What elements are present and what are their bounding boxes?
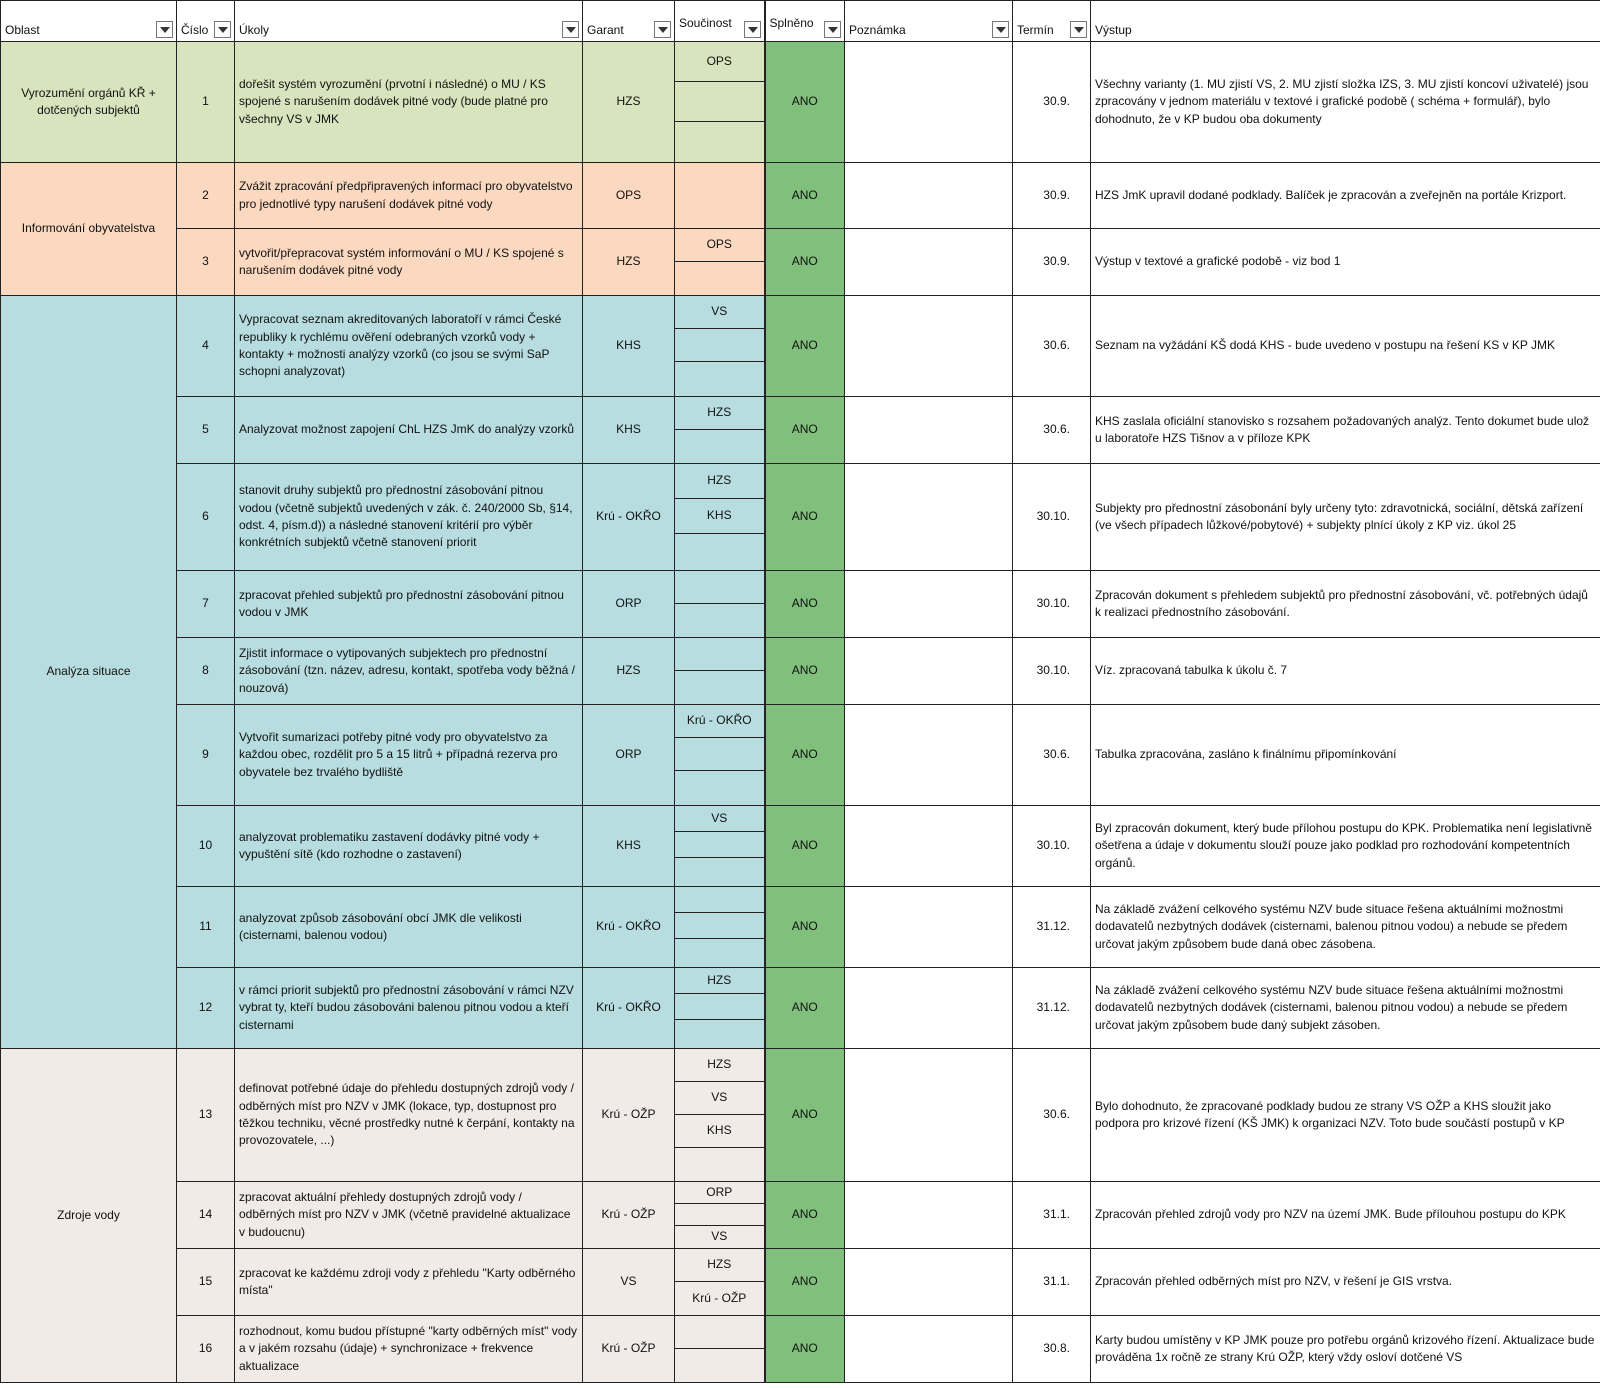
poznamka-cell[interactable] xyxy=(845,397,1013,464)
poznamka-cell[interactable] xyxy=(845,1182,1013,1249)
splneno-cell[interactable]: ANO xyxy=(765,464,845,571)
header-termin: Termín xyxy=(1013,1,1091,42)
soucinnost-cell[interactable] xyxy=(675,1182,765,1249)
table-row xyxy=(1,638,1600,705)
header-oblast: Oblast xyxy=(1,1,177,42)
cislo-cell[interactable]: 7 xyxy=(177,571,235,638)
garant-cell[interactable]: HZS xyxy=(583,42,675,163)
filter-dropdown-icon[interactable] xyxy=(992,21,1009,38)
garant-cell[interactable]: Krú - OKŘO xyxy=(583,887,675,968)
soucinnost-entry[interactable]: HZS xyxy=(675,1249,764,1282)
soucinnost-entry[interactable]: OPS xyxy=(675,229,764,262)
soucinnost-entry[interactable] xyxy=(675,671,764,704)
garant-cell[interactable]: ORP xyxy=(583,571,675,638)
termin-cell[interactable]: 30.9. xyxy=(1013,163,1091,229)
garant-cell[interactable]: HZS xyxy=(583,638,675,705)
vystup-cell[interactable]: Byl zpracován dokument, který bude přílohou postupu do KPK. Problematika není legislativně ošetřena a údaje v dokumentu slouží pouze jako podklad pro rozhodování kompetentních orgánů. xyxy=(1091,806,1600,887)
ukol-cell[interactable]: Zjistit informace o vytipovaných subjektech pro přednostní zásobování (tzn. název, adresu, kontakt, spotřeba vody běžná / nouzová) xyxy=(235,638,583,705)
poznamka-cell[interactable] xyxy=(845,806,1013,887)
garant-cell[interactable]: KHS xyxy=(583,806,675,887)
splneno-cell[interactable]: ANO xyxy=(765,229,845,296)
header-cislo: Číslo xyxy=(177,1,235,42)
soucinnost-cell[interactable] xyxy=(675,887,765,968)
cislo-cell[interactable]: 16 xyxy=(177,1316,235,1383)
garant-cell[interactable]: HZS xyxy=(583,229,675,296)
soucinnost-entry[interactable]: VS xyxy=(675,806,764,832)
garant-cell[interactable]: Krú - OŽP xyxy=(583,1316,675,1383)
poznamka-cell[interactable] xyxy=(845,464,1013,571)
header-garant: Garant xyxy=(583,1,675,42)
termin-cell[interactable]: 31.1. xyxy=(1013,1249,1091,1316)
termin-cell[interactable]: 31.1. xyxy=(1013,1182,1091,1249)
termin-cell[interactable]: 30.10. xyxy=(1013,464,1091,571)
splneno-cell[interactable]: ANO xyxy=(765,968,845,1049)
soucinnost-cell[interactable] xyxy=(675,229,765,296)
cislo-cell[interactable]: 11 xyxy=(177,887,235,968)
poznamka-cell[interactable] xyxy=(845,638,1013,705)
ukol-cell[interactable]: Vytvořit sumarizaci potřeby pitné vody pro obyvatelstvo za každou obec, rozdělit pro 5 a 15 litrů + případná rezerva pro obyvatele bez trvalého bydliště xyxy=(235,705,583,806)
ukol-cell[interactable]: rozhodnout, komu budou přístupné "karty odběrných míst" vody a v jakém rozsahu (údaje) + synchronizace + frekvence aktualizace xyxy=(235,1316,583,1383)
ukol-cell[interactable]: definovat potřebné údaje do přehledu dostupných zdrojů vody / odběrných míst pro NZV v JMK (lokace, typ, dostupnost pro těžkou techniku, věcné prostředky nutné k čerpání, kontakty na provozovatele, ...) xyxy=(235,1049,583,1182)
table-row xyxy=(1,1049,1600,1182)
cislo-cell[interactable]: 3 xyxy=(177,229,235,296)
vystup-cell[interactable]: Zpracován přehled zdrojů vody pro NZV na území JMK. Bude přílouhou postupu do KPK xyxy=(1091,1182,1600,1249)
soucinnost-entry[interactable]: Krú - OKŘO xyxy=(675,705,764,738)
soucinnost-entry[interactable] xyxy=(675,858,764,886)
vystup-cell[interactable]: Na základě zvážení celkového systému NZV bude situace řešena aktuálními možnostmi dodavatelů nezbytných dodávek (cisternami, balenou pitnou vodou) a nebude se předem určovat jakým způsobem bude daný subjekt zásoben. xyxy=(1091,968,1600,1049)
poznamka-cell[interactable] xyxy=(845,705,1013,806)
poznamka-cell[interactable] xyxy=(845,1049,1013,1182)
garant-cell[interactable]: Krú - OKŘO xyxy=(583,464,675,571)
soucinnost-entry[interactable]: OPS xyxy=(675,42,764,82)
vystup-cell[interactable]: Výstup v textové a grafické podobě - viz bod 1 xyxy=(1091,229,1600,296)
soucinnost-entry[interactable]: HZS xyxy=(675,397,764,430)
vystup-cell[interactable]: KHS zaslala oficiální stanovisko s rozsahem požadovaných analýz. Tento dokumet bude ulož u laboratoře HZS Tišnov a v příloze KPK xyxy=(1091,397,1600,464)
cislo-cell[interactable]: 15 xyxy=(177,1249,235,1316)
filter-dropdown-icon[interactable] xyxy=(214,21,231,38)
soucinnost-entry[interactable] xyxy=(675,362,764,396)
cislo-cell[interactable]: 4 xyxy=(177,296,235,397)
table-row xyxy=(1,42,1600,163)
table-row xyxy=(1,806,1600,887)
soucinnost-cell[interactable] xyxy=(675,638,765,705)
soucinnost-cell[interactable] xyxy=(675,163,765,229)
soucinnost-cell[interactable] xyxy=(675,571,765,638)
poznamka-cell[interactable] xyxy=(845,1249,1013,1316)
ukol-cell[interactable]: analyzovat problematiku zastavení dodávky pitné vody + vypuštění sítě (kdo rozhodne o zastavení) xyxy=(235,806,583,887)
termin-cell[interactable]: 30.6. xyxy=(1013,397,1091,464)
poznamka-cell[interactable] xyxy=(845,571,1013,638)
splneno-cell[interactable]: ANO xyxy=(765,1182,845,1249)
soucinnost-entry[interactable]: KHS xyxy=(675,1115,764,1148)
soucinnost-entry[interactable] xyxy=(675,994,764,1020)
ukol-cell[interactable]: zpracovat ke každému zdroji vody z přehledu "Karty odběrného místa" xyxy=(235,1249,583,1316)
vystup-cell[interactable]: Zpracován přehled odběrných míst pro NZV, v řešení je GIS vrstva. xyxy=(1091,1249,1600,1316)
ukol-cell[interactable]: Analyzovat možnost zapojení ChL HZS JmK do analýzy vzorků xyxy=(235,397,583,464)
soucinnost-entry[interactable] xyxy=(675,1316,764,1349)
soucinnost-entry[interactable] xyxy=(675,1204,764,1226)
soucinnost-entry[interactable]: ORP xyxy=(675,1182,764,1204)
soucinnost-entry[interactable] xyxy=(675,771,764,805)
garant-cell[interactable]: OPS xyxy=(583,163,675,229)
table-row xyxy=(1,296,1600,397)
table-row xyxy=(1,1249,1600,1316)
ukol-cell[interactable]: zpracovat přehled subjektů pro přednostní zásobování pitnou vodou v JMK xyxy=(235,571,583,638)
splneno-cell[interactable]: ANO xyxy=(765,296,845,397)
table-row xyxy=(1,163,1600,229)
cislo-cell[interactable]: 5 xyxy=(177,397,235,464)
soucinnost-entry[interactable] xyxy=(675,913,764,939)
table-row xyxy=(1,1316,1600,1383)
termin-cell[interactable]: 30.9. xyxy=(1013,42,1091,163)
garant-cell[interactable]: Krú - OKŘO xyxy=(583,968,675,1049)
table-row xyxy=(1,968,1600,1049)
vystup-cell[interactable]: Tabulka zpracována, zasláno k finálnímu připomínkování xyxy=(1091,705,1600,806)
poznamka-cell[interactable] xyxy=(845,968,1013,1049)
splneno-cell[interactable]: ANO xyxy=(765,163,845,229)
vystup-cell[interactable]: HZS JmK upravil dodané podklady. Balíček je zpracován a zveřejněn na portále Krizport. xyxy=(1091,163,1600,229)
table-row xyxy=(1,571,1600,638)
soucinnost-entry[interactable] xyxy=(675,534,764,570)
soucinnost-entry[interactable] xyxy=(675,939,764,967)
garant-cell[interactable]: VS xyxy=(583,1249,675,1316)
oblast-cell[interactable]: Zdroje vody xyxy=(1,1049,177,1383)
splneno-cell[interactable]: ANO xyxy=(765,1049,845,1182)
soucinnost-entry[interactable] xyxy=(675,262,764,295)
soucinnost-entry[interactable]: VS xyxy=(675,296,764,329)
filter-dropdown-icon[interactable] xyxy=(562,21,579,38)
table-row xyxy=(1,397,1600,464)
filter-dropdown-icon[interactable] xyxy=(744,21,761,38)
header-poznamka: Poznámka xyxy=(845,1,1013,42)
termin-cell[interactable]: 30.6. xyxy=(1013,705,1091,806)
soucinnost-entry[interactable] xyxy=(675,571,764,604)
splneno-cell[interactable]: ANO xyxy=(765,887,845,968)
poznamka-cell[interactable] xyxy=(845,42,1013,163)
cislo-cell[interactable]: 2 xyxy=(177,163,235,229)
soucinnost-cell[interactable] xyxy=(675,1049,765,1182)
oblast-cell[interactable]: Vyrozumění orgánů KŘ + dotčených subjektů xyxy=(1,42,177,163)
splneno-cell[interactable]: ANO xyxy=(765,705,845,806)
table-row xyxy=(1,705,1600,806)
garant-cell[interactable]: KHS xyxy=(583,397,675,464)
filter-dropdown-icon[interactable] xyxy=(824,21,841,38)
termin-cell[interactable]: 30.10. xyxy=(1013,571,1091,638)
garant-cell[interactable]: Krú - OŽP xyxy=(583,1182,675,1249)
soucinnost-entry[interactable] xyxy=(675,82,764,122)
poznamka-cell[interactable] xyxy=(845,296,1013,397)
soucinnost-entry[interactable] xyxy=(675,604,764,637)
soucinnost-entry[interactable]: KHS xyxy=(675,499,764,534)
soucinnost-cell[interactable] xyxy=(675,397,765,464)
ukol-cell[interactable]: stanovit druhy subjektů pro přednostní zásobování pitnou vodou (včetně subjektů uvedených v zák. č. 240/2000 Sb, §14, odst. 4, písm.d)) a následné stanovení kritérií pro výběr konkrétních subjektů včetně stanovení priorit xyxy=(235,464,583,571)
cislo-cell[interactable]: 13 xyxy=(177,1049,235,1182)
termin-cell[interactable]: 30.10. xyxy=(1013,806,1091,887)
poznamka-cell[interactable] xyxy=(845,163,1013,229)
table-row xyxy=(1,1182,1600,1249)
soucinnost-cell[interactable] xyxy=(675,42,765,163)
soucinnost-entry[interactable] xyxy=(675,1148,764,1181)
poznamka-cell[interactable] xyxy=(845,1316,1013,1383)
soucinnost-entry[interactable] xyxy=(675,430,764,463)
cislo-cell[interactable]: 12 xyxy=(177,968,235,1049)
soucinnost-entry[interactable]: HZS xyxy=(675,1049,764,1082)
vystup-cell[interactable]: Zpracován dokument s přehledem subjektů pro přednostní zásobování, vč. potřebných údajů k realizaci přednostního zásobování. xyxy=(1091,571,1600,638)
soucinnost-entry[interactable] xyxy=(675,1020,764,1048)
soucinnost-entry[interactable] xyxy=(675,738,764,771)
cislo-cell[interactable]: 6 xyxy=(177,464,235,571)
filter-dropdown-icon[interactable] xyxy=(156,21,173,38)
ukol-cell[interactable]: analyzovat způsob zásobování obcí JMK dle velikosti (cisternami, balenou vodou) xyxy=(235,887,583,968)
vystup-cell[interactable]: Seznam na vyžádání KŠ dodá KHS - bude uvedeno v postupu na řešení KS v KP JMK xyxy=(1091,296,1600,397)
soucinnost-cell[interactable] xyxy=(675,968,765,1049)
oblast-cell[interactable]: Analýza situace xyxy=(1,296,177,1049)
soucinnost-entry[interactable]: HZS xyxy=(675,968,764,994)
table-row xyxy=(1,464,1600,571)
splneno-cell[interactable]: ANO xyxy=(765,1316,845,1383)
vystup-cell[interactable]: Bylo dohodnuto, že zpracované podklady budou ze strany VS OŽP a KHS sloužit jako podpora pro krizové řízení (KŠ JMK) k organizaci NZV. Toto bude součástí postupů v KP xyxy=(1091,1049,1600,1182)
ukol-cell[interactable]: Zvážit zpracování předpřipravených informací pro obyvatelstvo pro jednotlivé typy narušení dodávek pitné vody xyxy=(235,163,583,229)
header-row xyxy=(1,1,1600,42)
termin-cell[interactable]: 31.12. xyxy=(1013,887,1091,968)
header-soucinnost: Součinost xyxy=(675,1,765,42)
ukol-cell[interactable]: v rámci priorit subjektů pro přednostní zásobování v rámci NZV vybrat ty, kteří budou zásobováni balenou pitnou vodou a kteří cisternami xyxy=(235,968,583,1049)
termin-cell[interactable]: 31.12. xyxy=(1013,968,1091,1049)
soucinnost-entry[interactable] xyxy=(675,832,764,858)
termin-cell[interactable]: 30.10. xyxy=(1013,638,1091,705)
header-splneno: Splněno xyxy=(765,1,845,42)
ukol-cell[interactable]: Vypracovat seznam akreditovaných laboratoří v rámci České republiky k rychlému ověření odebraných vzorků vody + kontakty + možnosti analýzy vzorků (co jsou se svými SaP schopni analyzovat) xyxy=(235,296,583,397)
soucinnost-entry[interactable] xyxy=(675,329,764,362)
splneno-cell[interactable]: ANO xyxy=(765,571,845,638)
termin-cell[interactable]: 30.9. xyxy=(1013,229,1091,296)
splneno-cell[interactable]: ANO xyxy=(765,397,845,464)
vystup-cell[interactable]: Víz. zpracovaná tabulka k úkolu č. 7 xyxy=(1091,638,1600,705)
oblast-cell[interactable]: Informování obyvatelstva xyxy=(1,163,177,296)
cislo-cell[interactable]: 14 xyxy=(177,1182,235,1249)
table-row xyxy=(1,887,1600,968)
soucinnost-entry[interactable]: Krú - OŽP xyxy=(692,1290,747,1305)
soucinnost-entry[interactable] xyxy=(675,638,764,671)
soucinnost-cell[interactable] xyxy=(675,806,765,887)
soucinnost-entry[interactable] xyxy=(675,1349,764,1382)
ukol-cell[interactable]: vytvořit/přepracovat systém informování o MU / KS spojené s narušením dodávek pitné vody xyxy=(235,229,583,296)
soucinnost-entry[interactable] xyxy=(675,887,764,913)
poznamka-cell[interactable] xyxy=(845,229,1013,296)
splneno-cell[interactable]: ANO xyxy=(765,1249,845,1316)
cislo-cell[interactable]: 9 xyxy=(177,705,235,806)
splneno-cell[interactable]: ANO xyxy=(765,638,845,705)
vystup-cell[interactable]: Karty budou umístěny v KP JMK pouze pro potřebu orgánů krizového řízení. Aktualizace bude prováděna 1x ročně ze strany Krú OŽP, který vždy osloví dotčené VS xyxy=(1091,1316,1600,1383)
soucinnost-cell[interactable] xyxy=(675,705,765,806)
cislo-cell[interactable]: 10 xyxy=(177,806,235,887)
poznamka-cell[interactable] xyxy=(845,887,1013,968)
header-vystup: Výstup xyxy=(1091,1,1600,42)
soucinnost-cell[interactable] xyxy=(675,296,765,397)
soucinnost-cell[interactable] xyxy=(675,1316,765,1383)
termin-cell[interactable]: 30.8. xyxy=(1013,1316,1091,1383)
soucinnost-entry[interactable]: VS xyxy=(675,1082,764,1115)
garant-cell[interactable]: Krú - OŽP xyxy=(583,1049,675,1182)
vystup-cell[interactable]: Subjekty pro přednostní zásobonání byly určeny tyto: zdravotnická, sociální, dětská zařízení (ve všech případech lůžkové/pobytové) + subjekty plnící úkoly z KP viz. úkol 25 xyxy=(1091,464,1600,571)
ukol-cell[interactable]: dořešit systém vyrozumění (prvotní i následné) o MU / KS spojené s narušením dodávek pitné vody (bude platné pro všechny VS v JMK xyxy=(235,42,583,163)
garant-cell[interactable]: KHS xyxy=(583,296,675,397)
soucinnost-entry[interactable] xyxy=(675,122,764,162)
filter-dropdown-icon[interactable] xyxy=(654,21,671,38)
vystup-cell[interactable]: Všechny varianty (1. MU zjistí VS, 2. MU zjistí složka IZS, 3. MU zjistí koncoví uživatelé) jsou zpracovány v jednom materiálu v textové i grafické podobě ( schéma + formulář), bylo dohodnuto, že v KP budou oba dokumenty xyxy=(1091,42,1600,163)
header-ukoly: Úkoly xyxy=(235,1,583,42)
cislo-cell[interactable]: 8 xyxy=(177,638,235,705)
splneno-cell[interactable]: ANO xyxy=(765,42,845,163)
termin-cell[interactable]: 30.6. xyxy=(1013,296,1091,397)
soucinnost-entry[interactable]: HZS xyxy=(675,464,764,499)
cislo-cell[interactable]: 1 xyxy=(177,42,235,163)
vystup-cell[interactable]: Na základě zvážení celkového systému NZV bude situace řešena aktuálními možnostmi dodavatelů nezbytných dodávek (cisternami, balenou pitnou vodou) a nebude se předem určovat jakým způsobem bude daná obec zásobena. xyxy=(1091,887,1600,968)
table-row xyxy=(1,229,1600,296)
termin-cell[interactable]: 30.6. xyxy=(1013,1049,1091,1182)
soucinnost-cell[interactable] xyxy=(675,1249,765,1316)
garant-cell[interactable]: ORP xyxy=(583,705,675,806)
splneno-cell[interactable]: ANO xyxy=(765,806,845,887)
ukol-cell[interactable]: zpracovat aktuální přehledy dostupných zdrojů vody / odběrných míst pro NZV v JMK (včetně pravidelné aktualizace v budoucnu) xyxy=(235,1182,583,1249)
filter-dropdown-icon[interactable] xyxy=(1070,21,1087,38)
soucinnost-entry[interactable]: VS xyxy=(711,1229,728,1244)
soucinnost-cell[interactable] xyxy=(675,464,765,571)
